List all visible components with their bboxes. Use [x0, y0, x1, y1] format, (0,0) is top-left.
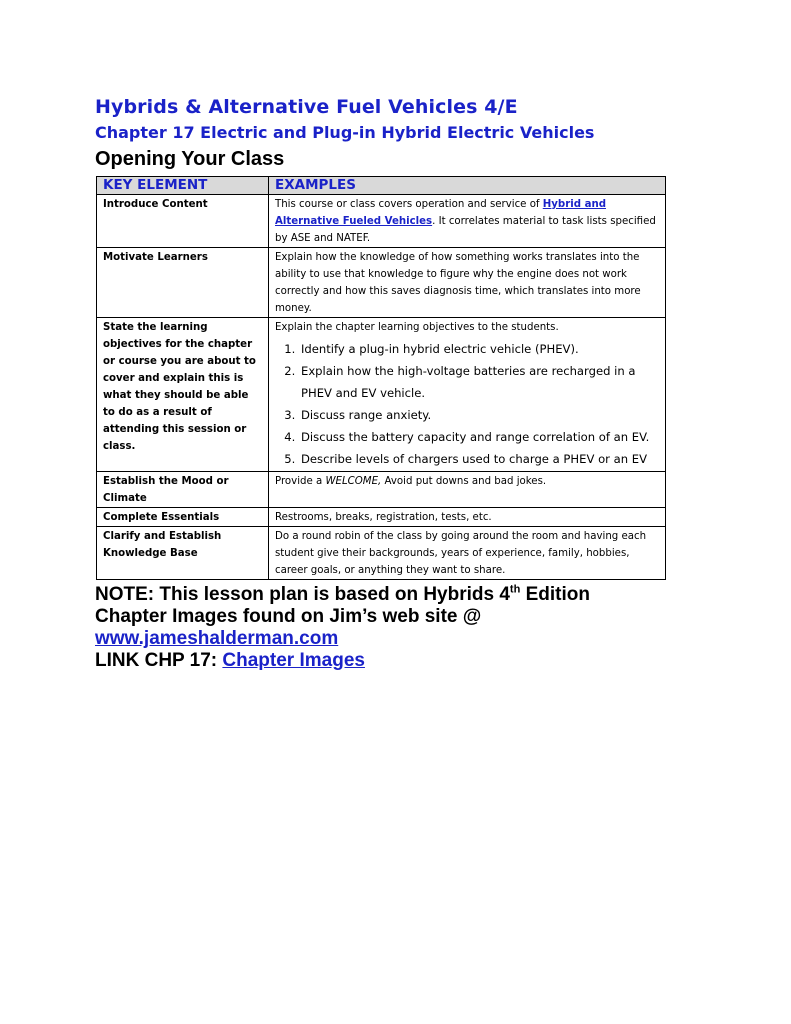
key-element-cell: State the learning objectives for the chapter or course you are about to cover and explain this is what they should be able to do as a result of attending this session or class. — [97, 318, 269, 472]
examples-cell — [269, 195, 666, 248]
examples-cell: Do a round robin of the class by going around the room and having each student give their backgrounds, years of experience, family, hobbies, career goals, or anything they want to share. — [269, 527, 666, 580]
lesson-plan-table — [96, 176, 666, 580]
note-line-4 — [95, 650, 695, 672]
note-text: NOTE: This lesson plan is based on Hybrids 4 — [95, 584, 510, 605]
chapter-subtitle: Chapter 17 Electric and Plug-in Hybrid Electric Vehicles — [95, 123, 595, 142]
table-row — [97, 248, 666, 318]
key-element-cell: Establish the Mood or Climate — [97, 472, 269, 508]
chapter-link-label: LINK CHP 17: — [95, 650, 223, 671]
note-line-3 — [95, 628, 695, 650]
section-heading: Opening Your Class — [95, 148, 285, 170]
examples-text: Avoid put downs and bad jokes. — [381, 476, 547, 487]
table-header-row — [97, 177, 666, 195]
website-link[interactable]: www.jameshalderman.com — [95, 628, 339, 649]
note-line-2: Chapter Images found on Jim’s web site @ — [95, 606, 482, 627]
examples-cell — [269, 318, 666, 472]
examples-text: . It correlates material to task lists specified by ASE and NATEF. — [275, 216, 656, 244]
column-header-examples: EXAMPLES — [269, 177, 666, 195]
key-element-cell: Clarify and Establish Knowledge Base — [97, 527, 269, 580]
welcome-emphasis: WELCOME, — [325, 476, 382, 487]
hybrid-vehicles-link[interactable]: Hybrid and Alternative Fueled Vehicles — [275, 199, 606, 227]
chapter-images-link[interactable]: Chapter Images — [222, 650, 365, 671]
examples-text: This course or class covers operation and service of — [275, 199, 543, 210]
list-item: 4. Discuss the battery capacity and range correlation of an EV. — [299, 426, 659, 448]
key-element-cell: Complete Essentials — [97, 508, 269, 527]
examples-text: Provide a — [275, 476, 326, 487]
note-superscript: th — [509, 583, 521, 596]
list-item: 5. Describe levels of chargers used to charge a PHEV or an EV — [299, 448, 659, 470]
objectives-list — [275, 338, 659, 470]
list-item: 3. Discuss range anxiety. — [299, 404, 659, 426]
note-line-1 — [95, 584, 695, 606]
list-item: 1. Identify a plug-in hybrid electric vehicle (PHEV). — [299, 338, 659, 360]
note-text: Edition — [520, 584, 590, 605]
examples-cell — [269, 472, 666, 508]
lesson-note — [95, 584, 695, 672]
key-element-cell: Motivate Learners — [97, 248, 269, 318]
column-header-key-element: KEY ELEMENT — [97, 177, 269, 195]
table-row — [97, 472, 666, 508]
table-row — [97, 527, 666, 580]
table-row — [97, 195, 666, 248]
key-element-cell: Introduce Content — [97, 195, 269, 248]
page-title: Hybrids & Alternative Fuel Vehicles 4/E — [95, 96, 518, 118]
objectives-intro: Explain the chapter learning objectives to the students. — [275, 322, 559, 333]
table-row — [97, 508, 666, 527]
table-row — [97, 318, 666, 472]
examples-cell: Restrooms, breaks, registration, tests, etc. — [269, 508, 666, 527]
examples-cell: Explain how the knowledge of how something works translates into the ability to use that knowledge to figure why the engine does not work correctly and how this saves diagnosis time, which translates into more money. — [269, 248, 666, 318]
list-item: 2. Explain how the high-voltage batteries are recharged in a PHEV and EV vehicle. — [299, 360, 659, 404]
